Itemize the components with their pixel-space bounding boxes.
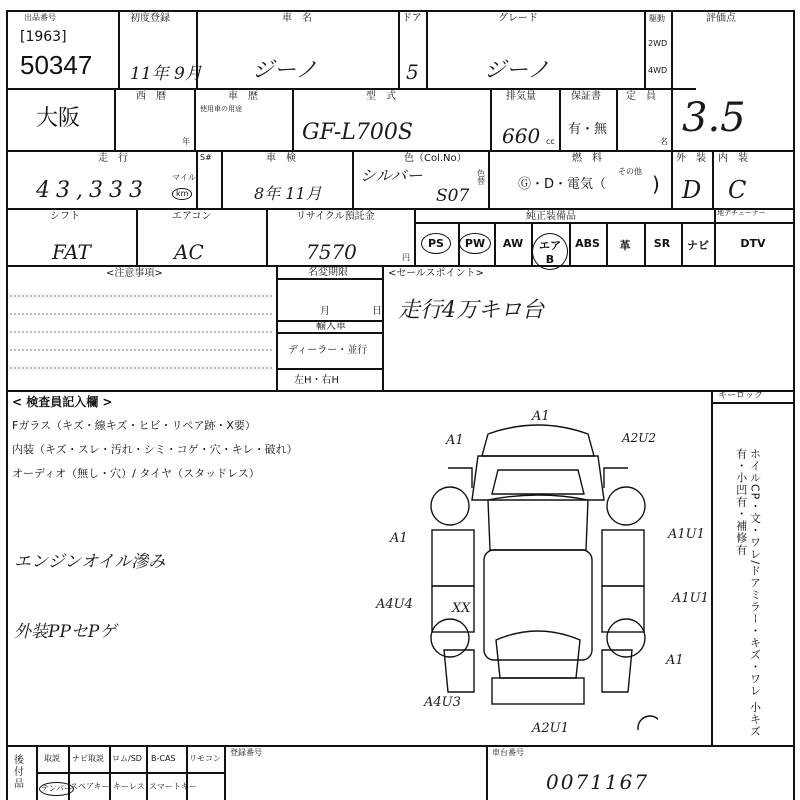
damage-front-right: A2U2 — [622, 431, 657, 445]
color-label: 色（Col.No） — [404, 153, 467, 164]
mileage-label: 走 行 — [98, 153, 128, 164]
shift-label: シフト — [50, 211, 80, 222]
inspection-label: 車 検 — [266, 153, 296, 164]
exterior-grade: D — [682, 176, 702, 204]
handle-side: 左H・右H — [294, 375, 340, 386]
shift-value: FAT — [52, 240, 91, 264]
sales-point-value: 走行4万キロ台 — [398, 298, 544, 323]
damage-front: A1 — [532, 409, 550, 424]
part-manual: 取説 — [44, 754, 60, 763]
inspector-note-engine: エンジンオイル滲み — [14, 552, 166, 572]
cc-unit: cc — [546, 137, 555, 146]
damage-left-rear-door: A4U4 — [376, 597, 413, 612]
fuel-other-label: その他 — [618, 167, 642, 176]
ac-label: エアコン — [172, 211, 212, 222]
grade-value: ジーノ — [484, 58, 550, 83]
capacity-label: 定 員 — [626, 91, 656, 102]
recycle-fee-label: リサイクル預託金 — [296, 211, 375, 222]
drive-4wd: 4WD — [648, 66, 668, 75]
auction-sheet — [6, 10, 796, 800]
year-unit: 年 — [182, 137, 190, 146]
drive-2wd: 2WD — [648, 39, 668, 48]
score-value: 3.5 — [682, 95, 746, 141]
equip-pw: PW — [462, 237, 488, 250]
inspector-note-exterior: 外装PPセPゲ — [14, 622, 117, 642]
mileage-unit-miles: マイル — [172, 173, 196, 182]
title-deadline-label: 名変期限 — [308, 267, 348, 278]
equip-navi: ナビ — [687, 239, 709, 252]
equip-airbag: エアB — [535, 237, 565, 266]
s-number-label: S# — [200, 153, 212, 162]
equip-aw: AW — [502, 237, 524, 250]
part-keyless: キーレス — [113, 782, 145, 791]
car-name-label: 車 名 — [282, 13, 312, 24]
key-lock-label: キーロック — [718, 391, 763, 401]
deadline-month-label: 月 — [320, 306, 330, 317]
inspector-line-audio: オーディオ（無し・穴）/ タイヤ（スタッドレス） — [12, 467, 260, 480]
part-navi-manual: ナビ取説 — [72, 754, 104, 763]
damage-center-marks: XX — [452, 601, 471, 616]
inspector-line-interior: 内装（キズ・スレ・汚れ・シミ・コゲ・穴・キレ・破れ） — [12, 443, 298, 456]
equip-ps: PS — [424, 237, 448, 250]
fuel-options: Ⓖ・D・電気（ — [518, 177, 607, 192]
first-registration-value: 11年 9月 — [130, 64, 202, 84]
equipment-label: 純正装備品 — [526, 211, 576, 222]
interior-label: 内 装 — [718, 153, 748, 164]
cc-label: 排気量 — [506, 91, 536, 102]
sales-point-label: <セールスポイント> — [388, 268, 484, 279]
warranty-label: 保証書 — [571, 91, 601, 102]
inspector-line-glass: Fガラス（キズ・線キズ・ヒビ・リペア跡・X要） — [12, 419, 256, 432]
mileage-value: 43,333 — [36, 178, 149, 203]
part-temper: テンパー — [39, 782, 74, 796]
first-registration-label: 初度登録 — [130, 13, 170, 24]
parts-label: 後付品 — [14, 755, 24, 790]
color-number: S07 — [436, 186, 470, 206]
registration-number-label: 登録番号 — [230, 748, 262, 757]
dealer-parallel: ディーラー・並行 — [288, 345, 368, 356]
recycle-fee-unit: 円 — [402, 253, 410, 262]
warranty-value: 有・無 — [568, 122, 608, 137]
chassis-number-label: 車台番号 — [492, 748, 524, 757]
cc-value: 660 — [502, 124, 541, 148]
lot-bracket: [1963] — [20, 29, 67, 45]
lot-number: 50347 — [20, 50, 93, 80]
equip-leather: 革 — [619, 239, 631, 252]
model-label: 型 式 — [366, 91, 396, 102]
color-value: シルバー — [360, 166, 423, 185]
damage-front-left: A1 — [446, 433, 464, 448]
damage-rear: A2U1 — [532, 721, 569, 736]
doors-value: 5 — [406, 60, 419, 84]
lot-number-label: 出品番号 — [24, 13, 56, 22]
equip-dtv: DTV — [740, 237, 766, 250]
car-name-value: ジーノ — [252, 58, 318, 83]
damage-rear-left: A4U3 — [424, 695, 461, 710]
history-label: 車 歴 — [228, 91, 258, 102]
recycle-fee-value: 7570 — [306, 240, 357, 264]
location: 大阪 — [36, 106, 81, 131]
exterior-label: 外 装 — [676, 153, 706, 164]
doors-label: ドア — [402, 13, 422, 24]
part-spare-key: スペアキー — [70, 782, 110, 791]
tuner-label: 地デチューナー — [717, 209, 766, 217]
import-label: 輸入車 — [316, 321, 346, 332]
car-damage-diagram — [418, 410, 658, 730]
drive-label: 駆動 — [649, 14, 665, 23]
color-change-label: 色替 — [477, 169, 485, 186]
part-remote: リモコン — [189, 754, 221, 763]
damage-right-rear-door: A1U1 — [672, 591, 709, 606]
capacity-unit: 名 — [660, 137, 668, 146]
history-sub-label: 使用車の用途 — [200, 105, 242, 113]
ac-value: AC — [174, 240, 204, 264]
interior-grade: C — [728, 176, 747, 204]
origin-label: 西 暦 — [136, 91, 166, 102]
part-smart-key: スマートキー — [149, 782, 197, 791]
model-value: GF-L700S — [302, 120, 413, 145]
deadline-day-label: 日 — [372, 306, 382, 317]
part-bcas: B-CAS — [151, 754, 176, 763]
fuel-close-paren: ) — [652, 172, 660, 196]
caution-label: <注意事項> — [106, 268, 163, 279]
inspector-title: < 検査員記入欄 > — [12, 395, 113, 409]
equip-sunroof: SR — [653, 237, 671, 250]
equip-abs: ABS — [575, 237, 600, 250]
inspection-value: 8年 11月 — [254, 184, 322, 203]
caution-lines — [10, 282, 272, 386]
part-rom-sd: ロム/SD — [112, 754, 142, 763]
grade-label: グレード — [498, 13, 538, 24]
damage-right-front-door: A1U1 — [668, 527, 705, 542]
fuel-label: 燃 料 — [572, 153, 602, 164]
chassis-number-value: 0071167 — [546, 770, 650, 794]
score-label: 評価点 — [706, 13, 736, 24]
damage-rear-right: A1 — [666, 653, 684, 668]
mileage-unit-km: km — [172, 188, 192, 200]
damage-left-front-door: A1 — [390, 531, 408, 546]
wheel-mirror-notes: ホイルCP・文・ワレ/ドアミラー・キズ・ワレ 小キズ有・小凹有・補修有 — [734, 448, 762, 738]
